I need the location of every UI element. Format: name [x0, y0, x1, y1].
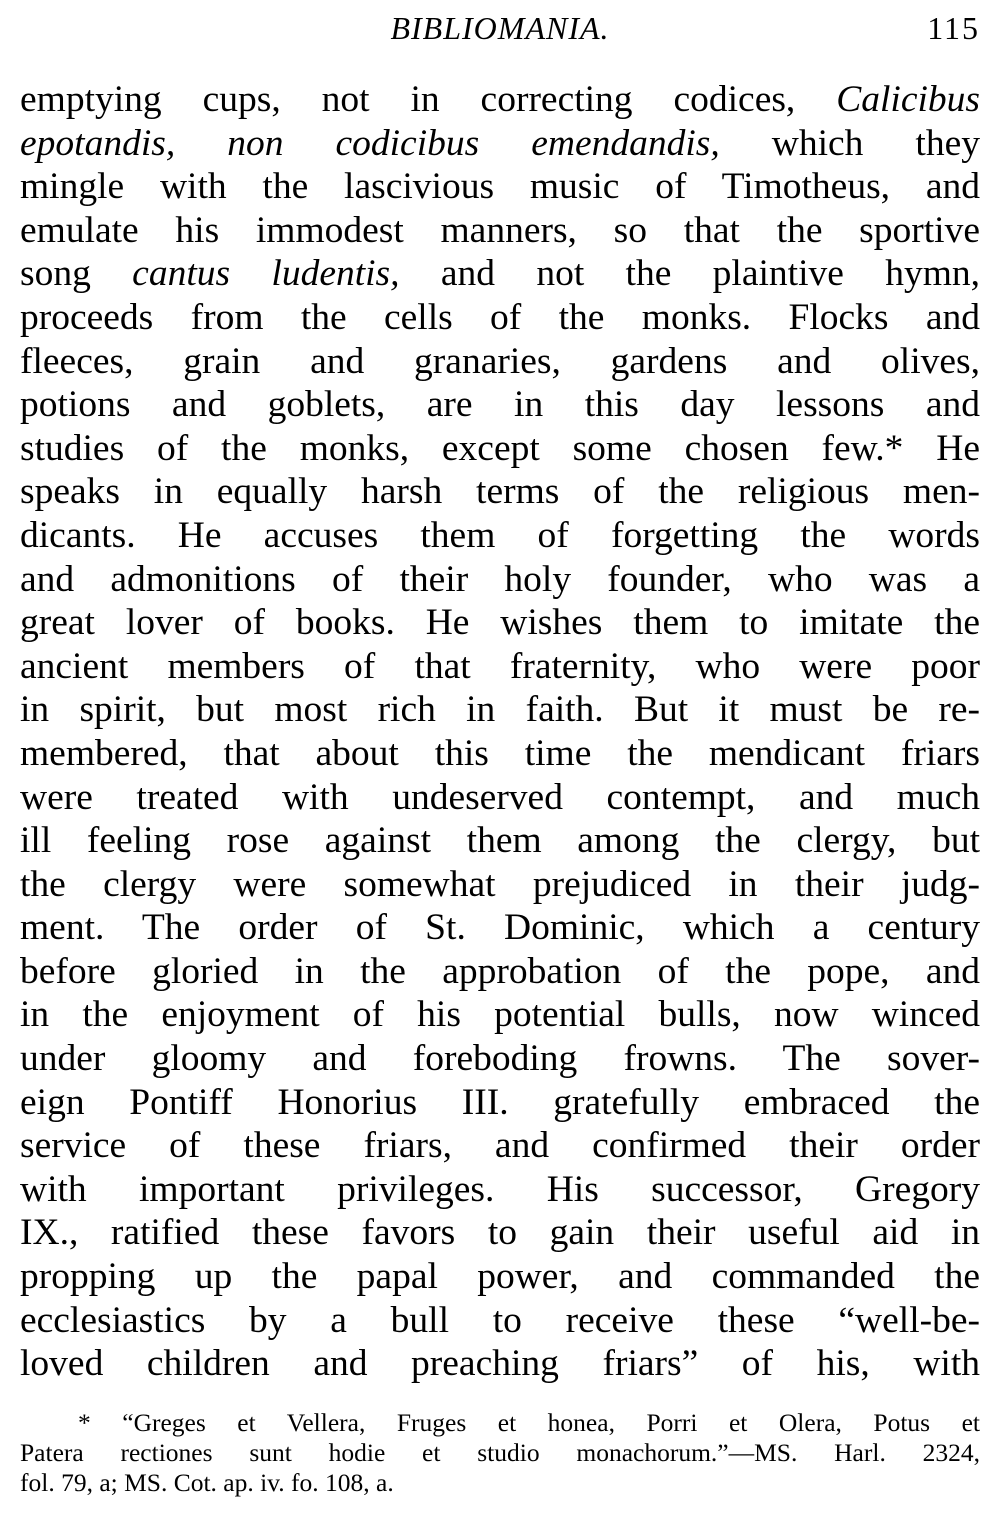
footnote-line: Patera rectiones sunt hodie et studio monachorum.”—MS. Harl. 2324,	[20, 1438, 980, 1467]
text-line	[20, 732, 980, 776]
text-run: ecclesiastics by a bull to receive these “well-be-	[20, 1299, 980, 1341]
text-line	[20, 340, 980, 384]
text-line	[20, 209, 980, 253]
text-line	[20, 1124, 980, 1168]
page-number: 115	[927, 10, 980, 46]
text-run: song	[20, 253, 133, 295]
text-run: service of these friars, and confirmed their order	[20, 1125, 980, 1167]
text-line	[20, 1299, 980, 1343]
text-line	[20, 165, 980, 209]
text-run: ancient members of that fraternity, who were poor	[20, 645, 980, 687]
text-line	[20, 558, 980, 602]
text-run: with important privileges. His successor, Gregory	[20, 1168, 980, 1210]
text-run: in spirit, but most rich in faith. But it must be re-	[20, 689, 980, 731]
text-line	[20, 645, 980, 689]
text-run: emptying cups, not in correcting codices,	[20, 79, 837, 120]
text-run: under gloomy and foreboding frowns. The sover-	[20, 1038, 980, 1080]
text-run: and admonitions of their holy founder, who was a	[20, 558, 980, 600]
text-line	[20, 863, 980, 907]
text-line	[20, 383, 980, 427]
footnote-line: * “Greges et Vellera, Fruges et honea, Porri et Olera, Potus et	[78, 1408, 980, 1437]
text-line	[20, 776, 980, 820]
text-run: proceeds from the cells of the monks. Flocks and	[20, 296, 980, 338]
text-line	[20, 906, 980, 950]
text-line	[20, 950, 980, 994]
text-run: before gloried in the approbation of the pope, and	[20, 950, 980, 992]
text-line	[20, 688, 980, 732]
text-line	[20, 427, 980, 471]
text-line	[20, 514, 980, 558]
text-line	[20, 78, 980, 122]
text-run: eign Pontiff Honorius III. gratefully embraced the	[20, 1081, 980, 1123]
text-line	[20, 470, 980, 514]
text-run: loved children and preaching friars” of his, with	[20, 1343, 980, 1385]
text-run: studies of the monks, except some chosen few.* He	[20, 427, 980, 469]
text-line	[20, 252, 980, 296]
italic-latin-phrase: epotandis, non codicibus emendandis,	[20, 122, 720, 164]
text-run: emulate his immodest manners, so that the sportive	[20, 209, 980, 251]
text-line	[20, 1255, 980, 1299]
text-run: IX., ratified these favors to gain their useful aid in	[20, 1212, 980, 1254]
text-line	[20, 1037, 980, 1081]
footnote	[20, 1408, 980, 1498]
text-run: in the enjoyment of his potential bulls, now winced	[20, 994, 980, 1036]
text-line	[20, 819, 980, 863]
italic-latin-phrase: Calicibus	[836, 79, 980, 120]
text-line	[20, 993, 980, 1037]
text-line	[20, 296, 980, 340]
text-run: speaks in equally harsh terms of the religious men-	[20, 471, 980, 513]
italic-latin-phrase: cantus ludentis,	[132, 253, 400, 295]
text-line	[20, 1081, 980, 1125]
text-line	[20, 601, 980, 645]
running-title: BIBLIOMANIA.	[390, 10, 610, 46]
text-line	[20, 1342, 980, 1386]
text-line	[20, 122, 980, 166]
text-run: and not the plaintive hymn,	[399, 253, 981, 295]
text-run: membered, that about this time the mendicant friars	[20, 732, 980, 774]
text-run: great lover of books. He wishes them to imitate the	[20, 602, 980, 644]
text-line	[20, 1211, 980, 1255]
text-run: mingle with the lascivious music of Timotheus, and	[20, 166, 980, 208]
text-run: which they	[719, 122, 980, 164]
text-run: dicants. He accuses them of forgetting the words	[20, 514, 980, 556]
book-page	[20, 0, 980, 1516]
text-run: ill feeling rose against them among the clergy, but	[20, 820, 980, 862]
text-line	[20, 1168, 980, 1212]
text-run: fleeces, grain and granaries, gardens and olives,	[20, 340, 980, 382]
text-run: propping up the papal power, and commanded the	[20, 1256, 980, 1298]
text-run: ment. The order of St. Dominic, which a century	[20, 907, 980, 949]
text-run: potions and goblets, are in this day lessons and	[20, 384, 980, 426]
body-text	[20, 78, 980, 1386]
text-run: were treated with undeserved contempt, and much	[20, 776, 980, 818]
footnote-line: fol. 79, a; MS. Cot. ap. iv. fo. 108, a.	[20, 1468, 394, 1497]
running-head	[20, 10, 980, 50]
text-run: the clergy were somewhat prejudiced in their judg-	[20, 863, 980, 905]
